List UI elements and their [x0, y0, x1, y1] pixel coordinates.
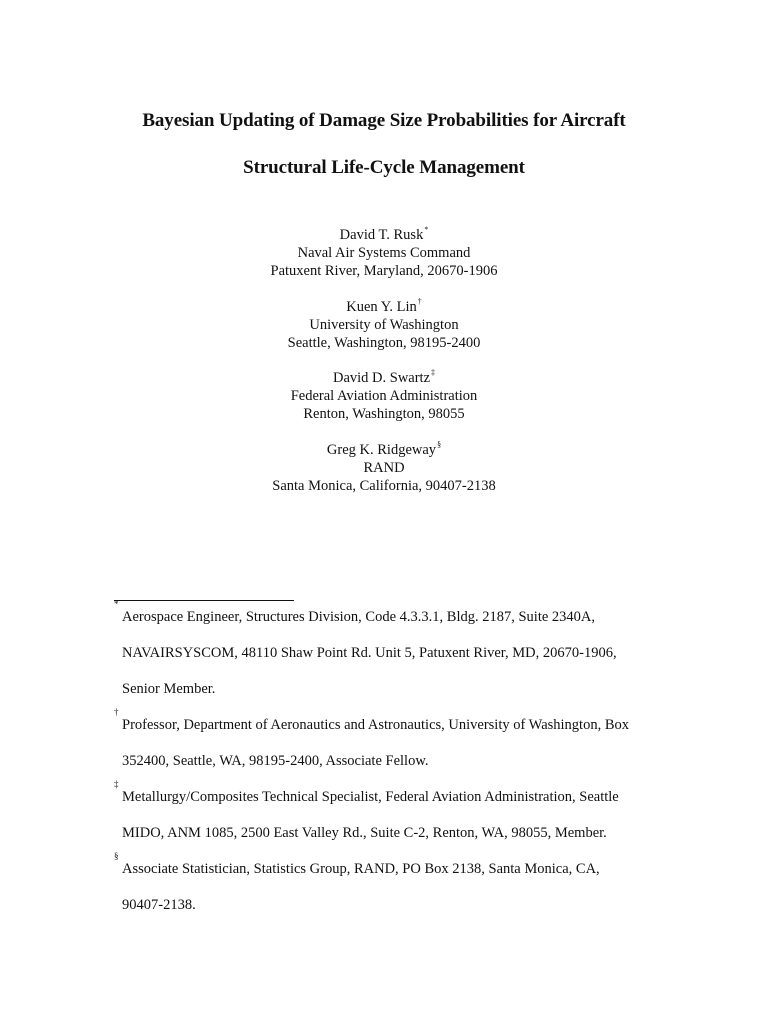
author-block-rusk — [0, 226, 768, 280]
footnote-line: Metallurgy/Composites Technical Specialist, Federal Aviation Administration, Seattle — [122, 789, 619, 805]
footnote-mark: § — [114, 851, 119, 861]
footnote-line: MIDO, ANM 1085, 2500 East Valley Rd., Suite C-2, Renton, WA, 98055, Member. — [122, 825, 607, 841]
author-affiliation: University of Washington — [309, 317, 459, 333]
author-name-line — [0, 441, 768, 459]
author-name: Greg K. Ridgeway — [326, 442, 437, 458]
author-block-swartz — [0, 369, 768, 423]
footnote-line: Professor, Department of Aeronautics and Astronautics, University of Washington, Box — [122, 717, 630, 733]
footnote-line: NAVAIRSYSCOM, 48110 Shaw Point Rd. Unit 5, Patuxent River, MD, 20670-1906, — [122, 645, 617, 661]
footnote-line: 90407-2138. — [122, 897, 196, 913]
author-name-line — [0, 298, 768, 316]
author-block-lin — [0, 298, 768, 352]
footnote-mark: * — [114, 599, 119, 609]
footnote-line: 352400, Seattle, WA, 98195-2400, Associate Fellow. — [122, 753, 429, 769]
author-affiliation: Naval Air Systems Command — [297, 245, 471, 261]
footnote-line: Associate Statistician, Statistics Group, RAND, PO Box 2138, Santa Monica, CA, — [122, 861, 600, 877]
footnote-ridgeway — [114, 851, 674, 923]
author-mark: † — [417, 297, 422, 306]
author-name-line — [0, 369, 768, 387]
footnote-line: Senior Member. — [122, 681, 216, 697]
author-location: Renton, Washington, 98055 — [303, 406, 465, 422]
author-location: Santa Monica, California, 90407-2138 — [272, 478, 496, 494]
footnote-line: Aerospace Engineer, Structures Division, Code 4.3.3.1, Bldg. 2187, Suite 2340A, — [122, 609, 596, 625]
footnote-swartz — [114, 779, 674, 851]
footnote-mark: ‡ — [114, 779, 119, 789]
author-location: Seattle, Washington, 98195-2400 — [287, 335, 481, 351]
author-block-ridgeway — [0, 441, 768, 495]
author-affiliation: RAND — [363, 460, 405, 476]
footnote-rusk — [114, 599, 674, 707]
author-affiliation: Federal Aviation Administration — [290, 388, 478, 404]
title-line-1: Bayesian Updating of Damage Size Probabilities for Aircraft — [142, 110, 626, 131]
author-location: Patuxent River, Maryland, 20670-1906 — [270, 263, 498, 279]
author-mark: * — [424, 225, 429, 234]
author-name: David T. Rusk — [339, 227, 424, 243]
title-line-2: Structural Life-Cycle Management — [243, 157, 525, 178]
footnote-mark: † — [114, 707, 119, 717]
author-name: Kuen Y. Lin — [346, 299, 417, 315]
author-mark: § — [437, 440, 442, 449]
footnote-lin — [114, 707, 674, 779]
author-name: David D. Swartz — [332, 370, 431, 386]
author-mark: ‡ — [431, 368, 436, 377]
author-name-line — [0, 226, 768, 244]
